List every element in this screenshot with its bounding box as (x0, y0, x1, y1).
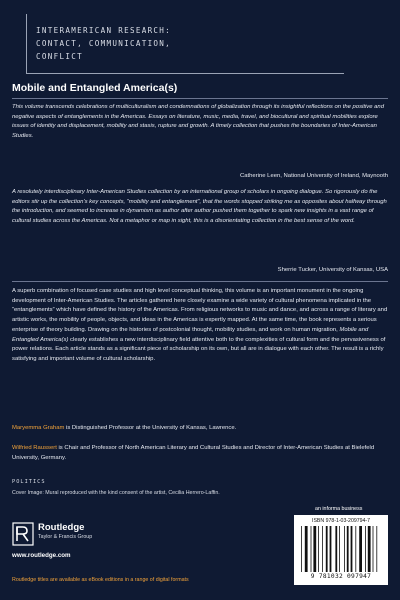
barcode-bar (311, 526, 312, 572)
barcode-bar (322, 526, 323, 572)
barcode-bar (326, 526, 328, 572)
barcode-bar (301, 526, 302, 572)
series-line-1: INTERAMERICAN RESEARCH: (36, 26, 172, 35)
barcode-bar (359, 526, 362, 572)
publisher-url[interactable]: www.routledge.com (12, 552, 71, 559)
book-title: Mobile and Entangled America(s) (12, 82, 178, 94)
editor-bio-2 (12, 444, 388, 463)
isbn-label: ISBN 978-1-03-209794-7 (312, 518, 370, 524)
barcode (294, 515, 388, 585)
barcode-bar (335, 526, 337, 572)
barcode-bar (373, 526, 374, 572)
blurb-1: This volume transcends celebrations of multiculturalism and condemnations of globalization through its insightful reflections on the positive and negative aspects of entanglements in the Americas. Essays on literature, music, media, travel, and biocultural and spiritual mobilities explore issues of identity and displacement, mobility and stasis, rupture and growth. A timely collection that pushes the boundaries of Inter-American Studies. (12, 104, 384, 140)
publisher-block (12, 520, 162, 560)
barcode-bar (368, 526, 371, 572)
subject-category: POLITICS (12, 479, 46, 485)
editor-name-2: Wilfried Raussert (12, 445, 57, 451)
barcode-bar (318, 526, 319, 572)
barcode-bar (347, 526, 349, 572)
series-line-3: CONFLICT (36, 52, 83, 61)
description-part-2: clearly establishes a new interdisciplinary field attentive both to the complexities of cultural form and the pervasiveness of power relations. Each article stands as a significant piece of scholarship on its own, but all are in dialogue with each other. The result is a richly satisfying and important volume of cultural scholarship. (12, 336, 386, 362)
ebook-availability-note: Routledge titles are available as eBook editions in a range of digital formats (12, 577, 189, 583)
editor-name-1: Maryemma Graham (12, 425, 65, 431)
title-divider (12, 98, 388, 99)
cover-image-credit: Cover Image: Mural reproduced with the kind consent of the artist, Cecilia Herrero-Laffin. (12, 490, 220, 496)
publisher-group: Taylor & Francis Group (38, 534, 93, 540)
editor-bio-1 (12, 424, 388, 434)
series-line-2: CONTACT, COMMUNICATION, (36, 39, 172, 48)
barcode-bar (376, 526, 377, 572)
book-description (12, 287, 388, 365)
barcode-bar (339, 526, 340, 572)
series-title (36, 24, 171, 63)
publisher-name: Routledge (38, 522, 85, 533)
editor-bio-1-text: is Distinguished Professor at the University of Kansas, Lawrence. (64, 425, 237, 431)
barcode-bar (305, 526, 308, 572)
barcode-bar (344, 526, 345, 572)
blurb-1-attribution: Catherine Leen, National University of Ireland, Maynooth (239, 173, 388, 179)
barcode-bar (313, 526, 316, 572)
barcode-bar (365, 526, 366, 572)
barcode-digits: 9 781032 097947 (310, 573, 372, 580)
barcode-bar (355, 526, 356, 572)
barcode-bars (300, 526, 382, 572)
blurb-divider (12, 281, 388, 282)
description-title: Mobile and Entangled America(s) (12, 326, 369, 343)
barcode-bar (330, 526, 332, 572)
blurb-2: A resolutely interdisciplinary Inter-American Studies collection by an international group of scholars in ongoing dialogue. So rigorously do the editors stir up the collection’s key concepts, “mobility and entanglement”, that the words stopped striking me as opposites about halfway through the introduction, and seemed to increase in dynamism as author after author pushed them together to spark new insights in a vast range of cultural studies across the Americas. Not a metaphor or map in sight, this is a disorientating collection in the best sense of the word. (12, 189, 387, 225)
blurb-2-attribution: Sherrie Tucker, University of Kansas, USA (277, 267, 388, 273)
routledge-logo-icon (12, 522, 34, 546)
informa-tagline: an informa business (315, 506, 363, 512)
description-part-1: A superb combination of focused case studies and high level conceptual thinking, this volume is an important monument in the ongoing development of Inter-American Studies. The articles gathered here closely examine a wide variety of cultural phenomena implicated in the “entanglements” which have defined the history of the Americas. From religious networks to music and dance, and across a range of literary and artistic works, the mobility of people, objects, and ideas in the Americas is expertly mapped. At the same time, the book represents a serious enterprise of theory building. Drawing on the histories of postcolonial thought, mobility studies, and work on human migration, (12, 288, 388, 333)
barcode-bar (351, 526, 353, 572)
editor-bio-2-text: is Chair and Professor of North American Literary and Cultural Studies and Director of Inter-American Studies at Bielefeld University, Germany. (12, 445, 375, 461)
series-box (26, 14, 344, 74)
